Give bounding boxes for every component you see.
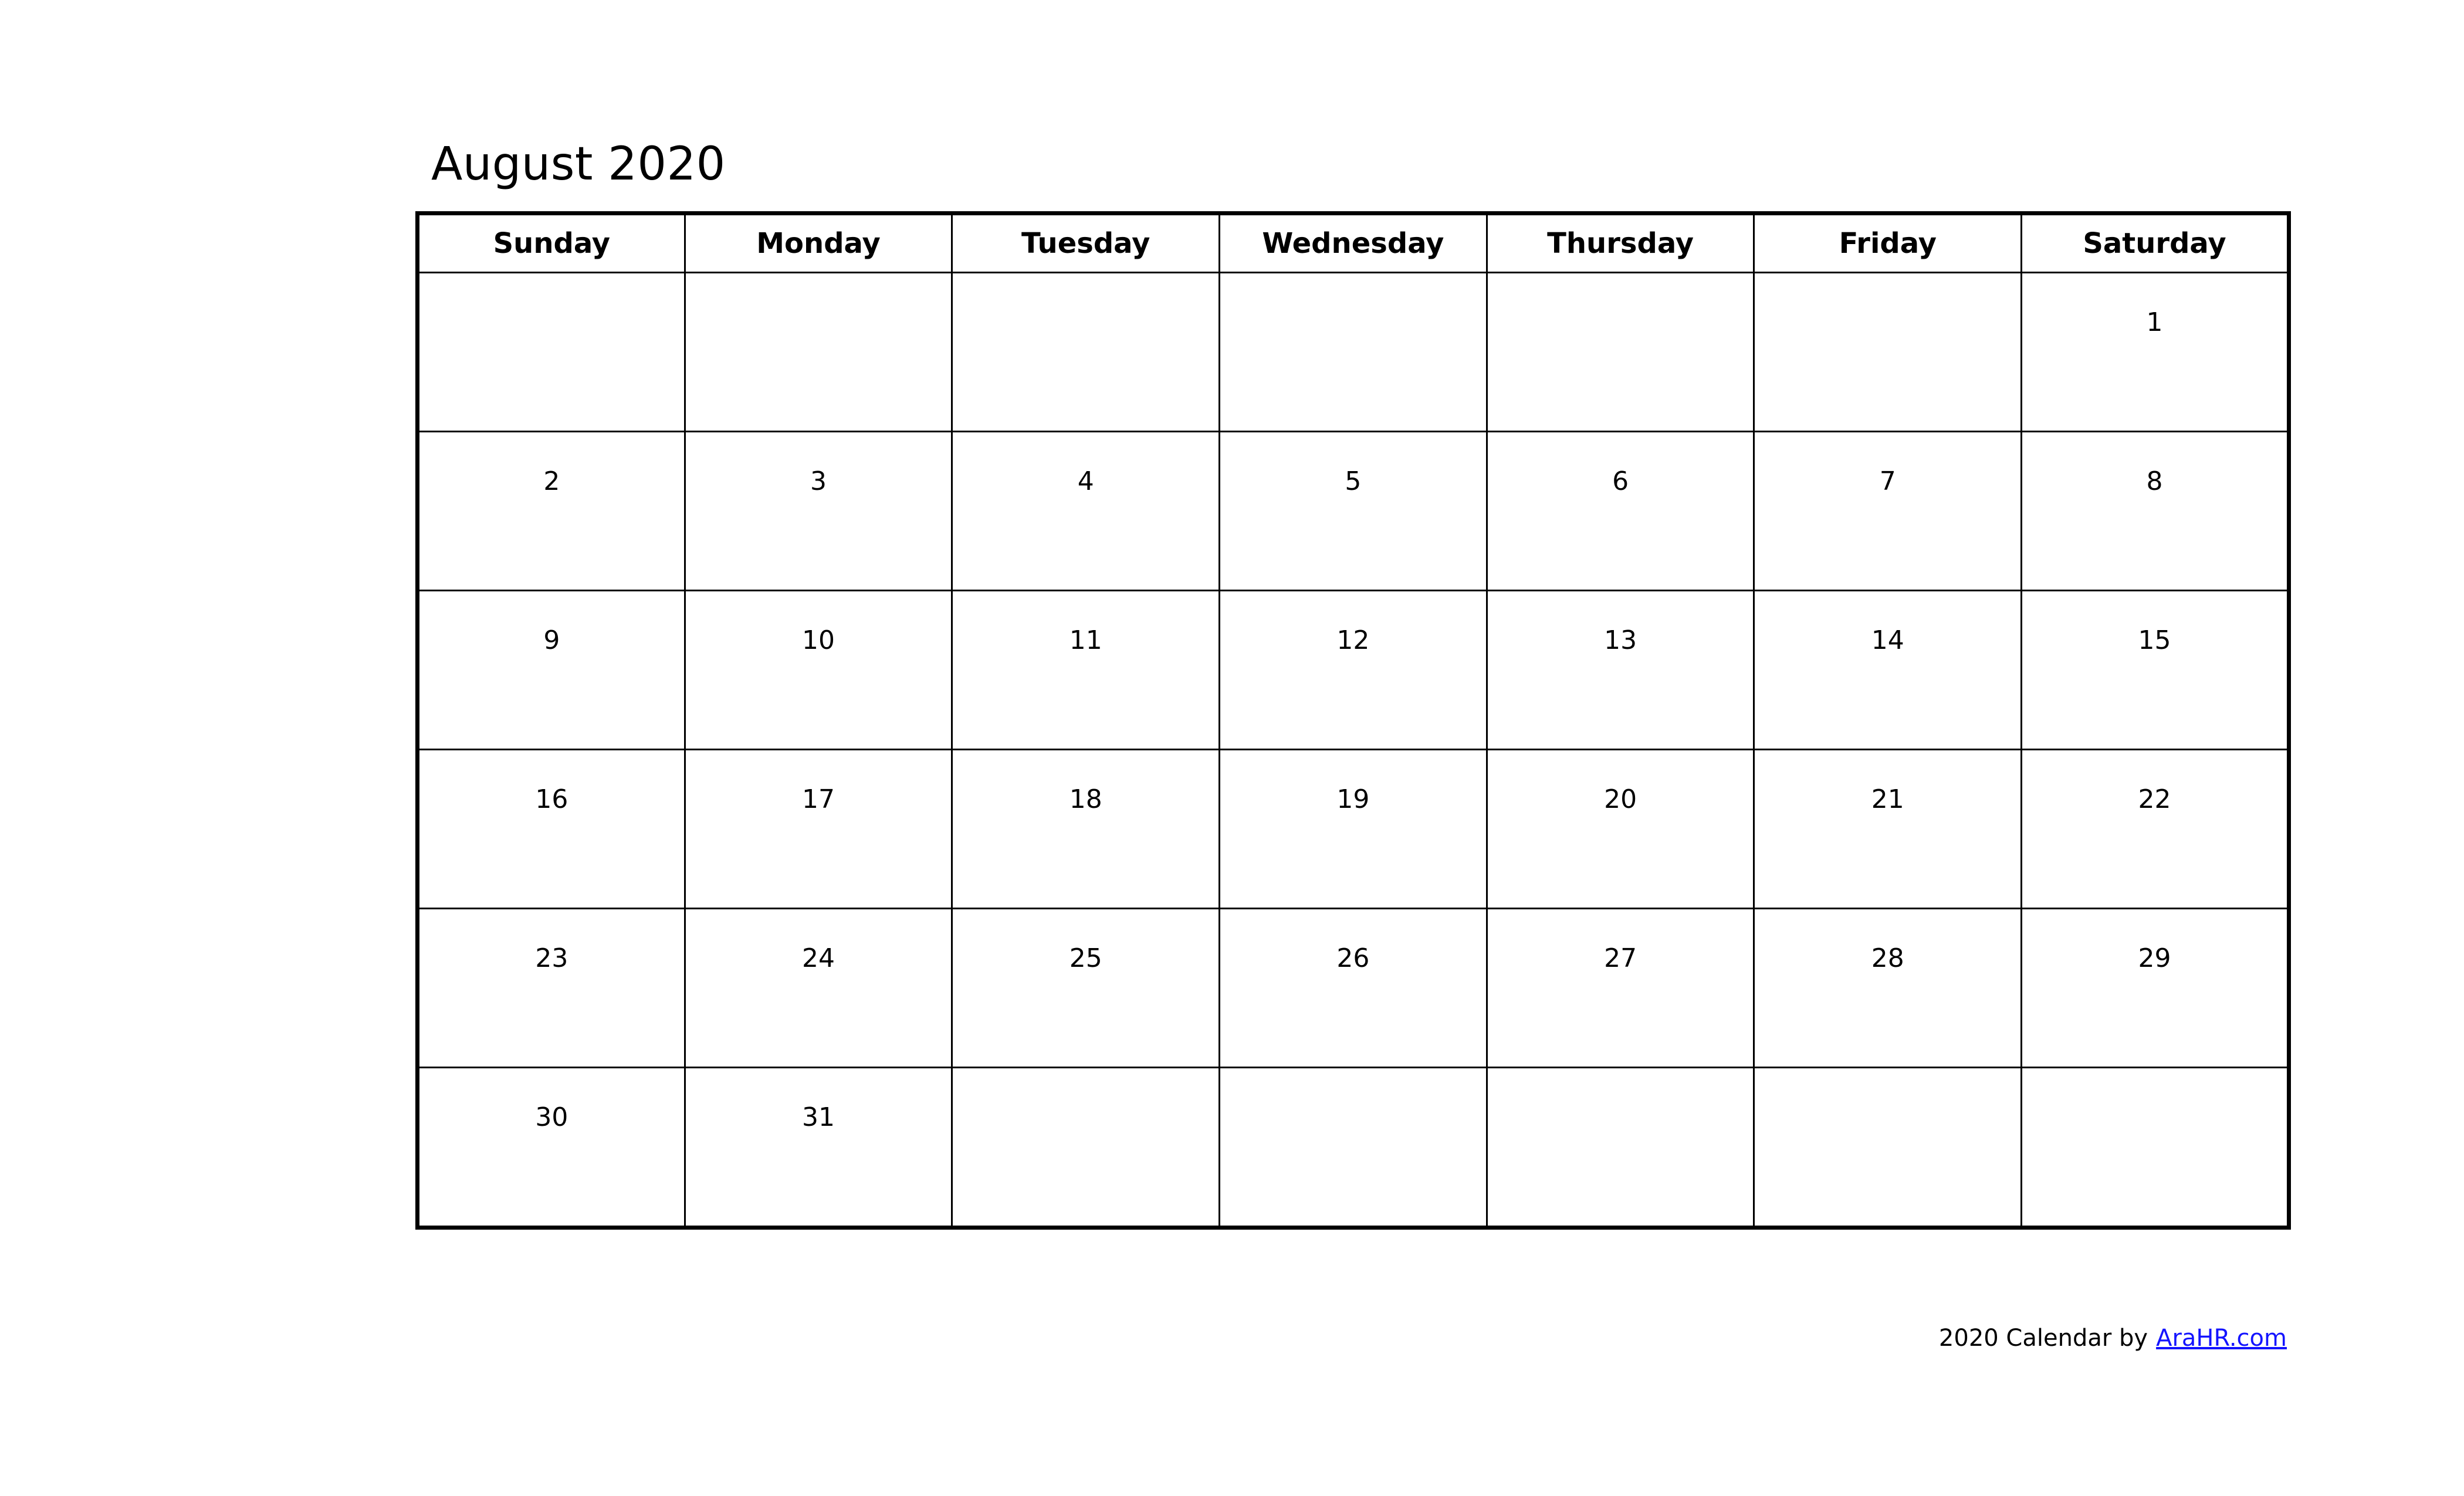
calendar-day-cell[interactable] <box>685 909 952 1068</box>
footer-credit-link[interactable]: AraHR.com <box>2156 1325 2287 1352</box>
day-number: 28 <box>1871 943 1904 973</box>
day-number: 14 <box>1871 625 1904 655</box>
day-number: 29 <box>2138 943 2171 973</box>
day-number: 20 <box>1604 784 1637 814</box>
calendar-day-cell[interactable] <box>2022 1068 2289 1228</box>
weekday-header-thursday: Thursday <box>1487 214 1754 273</box>
calendar-header-row <box>418 214 2289 273</box>
day-number: 2 <box>543 466 560 496</box>
day-number <box>1488 273 1754 310</box>
calendar-day-cell[interactable] <box>952 432 1220 591</box>
day-number <box>2022 1068 2287 1105</box>
calendar-day-cell[interactable] <box>1220 1068 1487 1228</box>
weekday-header-friday: Friday <box>1754 214 2022 273</box>
calendar-day-cell[interactable] <box>1220 432 1487 591</box>
day-number: 10 <box>802 625 835 655</box>
day-number: 18 <box>1069 784 1102 814</box>
calendar-day-cell[interactable] <box>418 591 685 750</box>
calendar-day-cell[interactable] <box>1220 591 1487 750</box>
calendar-day-cell[interactable] <box>2022 750 2289 909</box>
day-number: 1 <box>2146 307 2163 337</box>
calendar-day-cell[interactable] <box>418 750 685 909</box>
calendar-week-row <box>418 750 2289 909</box>
calendar-day-cell[interactable] <box>1754 909 2022 1068</box>
calendar-day-cell[interactable] <box>418 1068 685 1228</box>
day-number <box>686 273 952 310</box>
day-number: 16 <box>535 784 568 814</box>
footer-credit-text: 2020 Calendar by <box>1938 1325 2148 1352</box>
day-number: 13 <box>1604 625 1637 655</box>
day-number: 15 <box>2138 625 2171 655</box>
calendar-day-cell[interactable] <box>418 432 685 591</box>
calendar-week-row <box>418 591 2289 750</box>
calendar-day-cell[interactable] <box>2022 432 2289 591</box>
day-number <box>953 1068 1219 1105</box>
calendar-day-cell[interactable] <box>1487 591 1754 750</box>
calendar-week-row <box>418 273 2289 432</box>
day-number: 11 <box>1069 625 1102 655</box>
day-number: 8 <box>2146 466 2163 496</box>
day-number: 24 <box>802 943 835 973</box>
calendar-day-cell[interactable] <box>418 273 685 432</box>
calendar-day-cell[interactable] <box>1754 750 2022 909</box>
calendar-day-cell[interactable] <box>952 750 1220 909</box>
calendar-day-cell[interactable] <box>1487 750 1754 909</box>
day-number <box>1755 273 2020 310</box>
calendar-day-cell[interactable] <box>1487 909 1754 1068</box>
calendar-day-cell[interactable] <box>2022 591 2289 750</box>
calendar-day-cell[interactable] <box>1754 1068 2022 1228</box>
calendar-day-cell[interactable] <box>685 591 952 750</box>
calendar-container <box>415 211 2287 1230</box>
weekday-header-sunday: Sunday <box>418 214 685 273</box>
calendar-day-cell[interactable] <box>952 909 1220 1068</box>
weekday-header-tuesday: Tuesday <box>952 214 1220 273</box>
day-number: 19 <box>1336 784 1370 814</box>
weekday-header-monday: Monday <box>685 214 952 273</box>
footer-credit <box>1939 1325 2287 1352</box>
calendar-table <box>415 211 2291 1230</box>
calendar-week-row <box>418 1068 2289 1228</box>
day-number: 21 <box>1871 784 1904 814</box>
calendar-day-cell[interactable] <box>1220 750 1487 909</box>
calendar-day-cell[interactable] <box>1487 432 1754 591</box>
calendar-week-row <box>418 909 2289 1068</box>
day-number: 6 <box>1612 466 1629 496</box>
day-number: 27 <box>1604 943 1637 973</box>
calendar-day-cell[interactable] <box>2022 273 2289 432</box>
day-number <box>1755 1068 2020 1105</box>
day-number: 9 <box>543 625 560 655</box>
calendar-day-cell[interactable] <box>418 909 685 1068</box>
calendar-day-cell[interactable] <box>1220 909 1487 1068</box>
day-number: 4 <box>1077 466 1094 496</box>
day-number: 7 <box>1879 466 1896 496</box>
calendar-day-cell[interactable] <box>1487 1068 1754 1228</box>
calendar-day-cell[interactable] <box>1487 273 1754 432</box>
day-number <box>1220 1068 1486 1105</box>
calendar-day-cell[interactable] <box>2022 909 2289 1068</box>
calendar-day-cell[interactable] <box>952 591 1220 750</box>
day-number: 17 <box>802 784 835 814</box>
day-number: 30 <box>535 1102 568 1132</box>
day-number: 12 <box>1336 625 1370 655</box>
day-number: 22 <box>2138 784 2171 814</box>
weekday-header-saturday: Saturday <box>2022 214 2289 273</box>
weekday-header-wednesday: Wednesday <box>1220 214 1487 273</box>
calendar-day-cell[interactable] <box>1754 273 2022 432</box>
calendar-day-cell[interactable] <box>685 750 952 909</box>
day-number: 31 <box>802 1102 835 1132</box>
calendar-week-row <box>418 432 2289 591</box>
calendar-day-cell[interactable] <box>685 432 952 591</box>
day-number: 5 <box>1345 466 1362 496</box>
calendar-day-cell[interactable] <box>1754 432 2022 591</box>
day-number: 23 <box>535 943 568 973</box>
calendar-day-cell[interactable] <box>685 273 952 432</box>
day-number: 25 <box>1069 943 1102 973</box>
page-title: August 2020 <box>431 138 726 191</box>
calendar-day-cell[interactable] <box>1754 591 2022 750</box>
day-number <box>419 273 684 310</box>
day-number: 26 <box>1336 943 1370 973</box>
calendar-day-cell[interactable] <box>952 273 1220 432</box>
calendar-day-cell[interactable] <box>1220 273 1487 432</box>
calendar-day-cell[interactable] <box>685 1068 952 1228</box>
day-number <box>1220 273 1486 310</box>
calendar-day-cell[interactable] <box>952 1068 1220 1228</box>
day-number <box>953 273 1219 310</box>
day-number: 3 <box>810 466 827 496</box>
day-number <box>1488 1068 1754 1105</box>
